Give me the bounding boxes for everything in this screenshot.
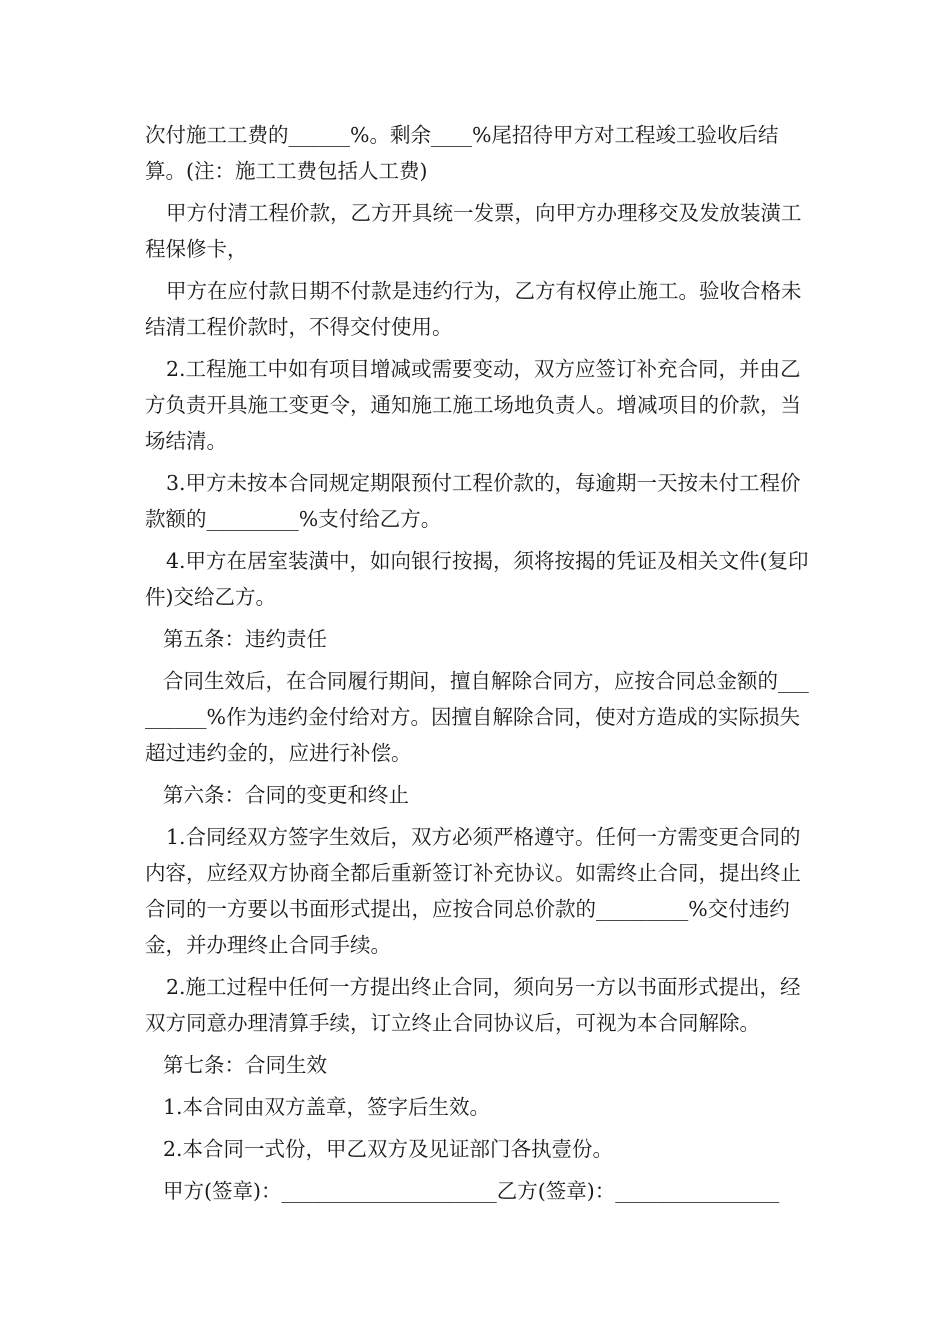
breach-paragraph: 合同生效后，在合同履行期间，擅自解除合同方，应按合同总金额的_________%作为违约金付给对方。因擅自解除合同，使对方造成的实际损失超过违约金的，应进行补偿。 [145, 669, 809, 765]
invoice-paragraph: 甲方付清工程价款，乙方开具统一发票，向甲方办理移交及发放装潢工程保修卡， [145, 201, 802, 261]
signature-line: 甲方(签章)：_____________________乙方(签章)：________________ [163, 1179, 780, 1203]
article-7-heading: 第七条：合同生效 [163, 1053, 327, 1077]
change-clause-2-paragraph: 2.施工过程中任何一方提出终止合同，须向另一方以书面形式提出，经双方同意办理清算手续，订立终止合同协议后，可视为本合同解除。 [145, 975, 801, 1035]
late-payment-paragraph: 甲方在应付款日期不付款是违约行为，乙方有权停止施工。验收合格未结清工程价款时，不得交付使用。 [145, 279, 802, 339]
clause-4-paragraph: 4.甲方在居室装潢中，如向银行按揭，须将按揭的凭证及相关文件(复印件)交给乙方。 [145, 549, 809, 609]
change-clause-1-paragraph: 1.合同经双方签字生效后，双方必须严格遵守。任何一方需变更合同的内容，应经双方协商全都后重新签订补充协议。如需终止合同，提出终止合同的一方要以书面形式提出，应按合同总价款的_________%交付违约金，并办理终止合同手续。 [145, 825, 801, 957]
effect-clause-2-paragraph: 2.本合同一式份，甲乙双方及见证部门各执壹份。 [163, 1137, 614, 1161]
clause-2-paragraph: 2.工程施工中如有项目增减或需要变动，双方应签订补充合同，并由乙方负责开具施工变更令，通知施工施工场地负责人。增减项目的价款，当场结清。 [145, 357, 801, 453]
payment-terms-paragraph: 次付施工工费的______%。剩余____%尾招待甲方对工程竣工验收后结算。(注：施工工费包括人工费) [145, 123, 779, 183]
effect-clause-1-paragraph: 1.本合同由双方盖章，签字后生效。 [163, 1095, 491, 1119]
article-5-heading: 第五条：违约责任 [163, 627, 327, 651]
contract-body [145, 117, 810, 1215]
clause-3-paragraph: 3.甲方未按本合同规定期限预付工程价款的，每逾期一天按未付工程价款额的_________%支付给乙方。 [145, 471, 801, 531]
article-6-heading: 第六条：合同的变更和终止 [163, 783, 409, 807]
